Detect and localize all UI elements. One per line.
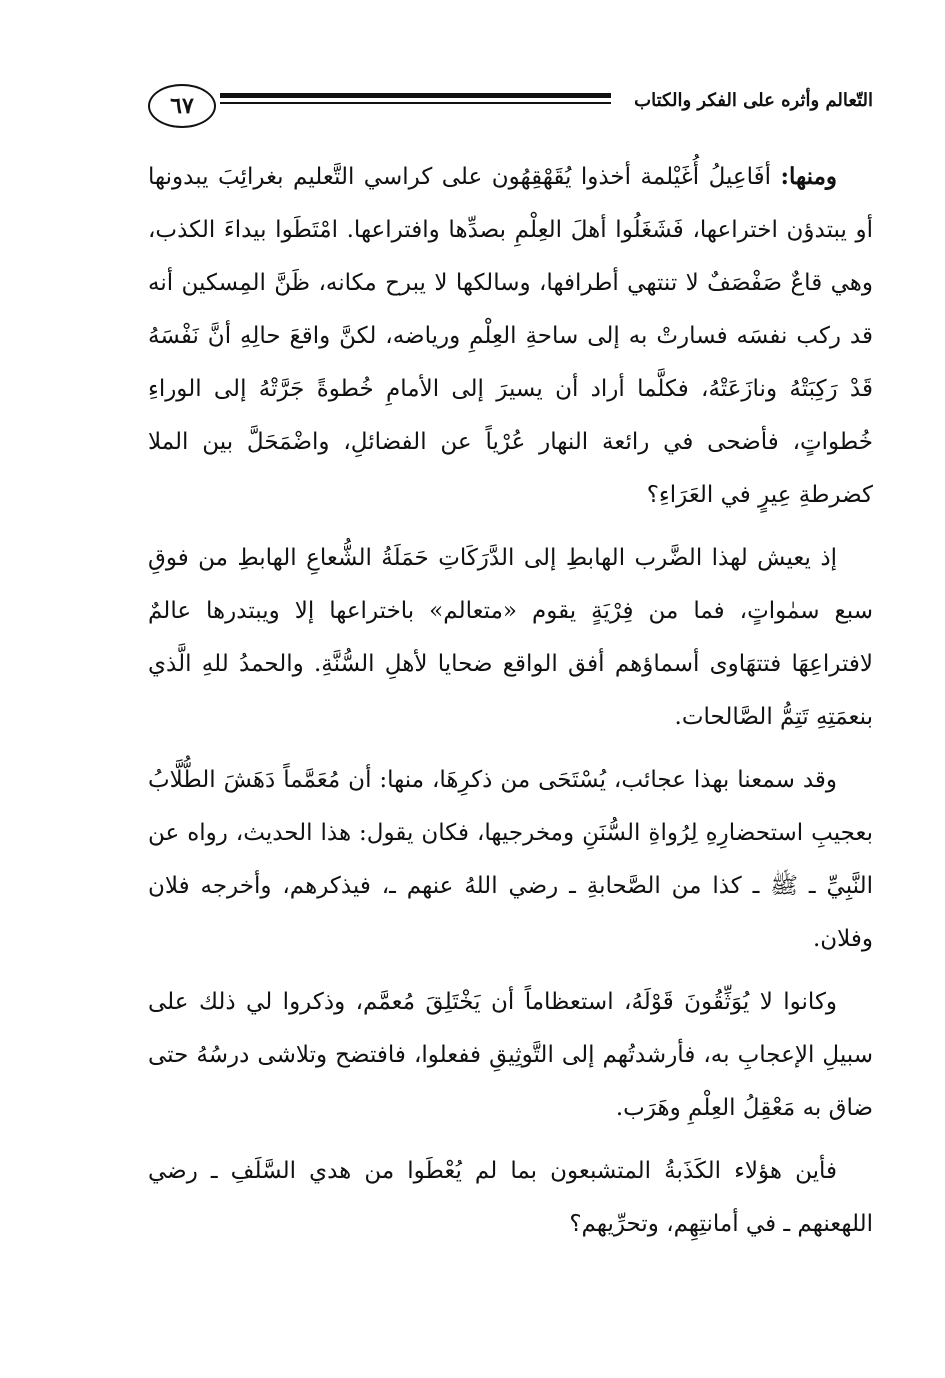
paragraph-text: فأين هؤلاء الكَذَبةُ المتشبعون بما لم يُعْطَوا من هدي السَّلَفِ ـ رضي اللهعنهم ـ في أمانتِهِم، وتحرِّيهم؟ xyxy=(148,1158,873,1237)
header-rule-thick xyxy=(220,93,611,98)
header-rule xyxy=(220,93,611,104)
header-rule-thin xyxy=(220,102,611,104)
paragraph xyxy=(148,532,873,744)
paragraph-lead-in: ومنها: xyxy=(780,163,838,190)
page-number-badge xyxy=(148,84,216,128)
paragraph-text: وكانوا لا يُوَثِّقُونَ قَوْلَهُ، استعظاماً أن يَخْتَلِقَ مُعمَّم، وذكروا لي ذلك على سبيلِ الإعجابِ به، فأرشدتُهم إلى التَّوثِيقِ ففعلوا، فافتضح وتلاشى درسُهُ حتى ضاق به مَعْقِلُ العِلْمِ وهَرَب. xyxy=(148,989,873,1121)
paragraph xyxy=(148,754,873,966)
running-header xyxy=(148,84,873,128)
page-number: ٦٧ xyxy=(170,93,194,119)
paragraph xyxy=(148,1145,873,1251)
paragraph-text: وقد سمعنا بهذا عجائب، يُسْتَحَى من ذكرِهَا، منها: أن مُعَمَّماً دَهَشَ الطُّلَّابُ بعجيبِ استحضارِهِ لِرُواةِ السُّنَنِ ومخرجيها، فكان يقول: هذا الحديث، رواه عن النَّبِيِّ ـ ﷺ ـ كذا من الصَّحابةِ ـ رضي اللهُ عنهم ـ، فيذكرهم، وأخرجه فلان وفلان. xyxy=(148,767,873,952)
paragraph-text: أفَاعِيلُ أُغَيْلمة أخذوا يُقَهْقِهُون على كراسي التَّعليم بغرائِبَ يبدونها أو يبتدؤن اختراعها، فَشَغَلُوا أهلَ العِلْمِ بصدِّها وافتراعها. امْتَطَوا بيداءَ الكذب، وهي قاعٌ صَفْصَفٌ لا تنتهي أطرافها، وسالكها لا يبرح مكانه، ظَنَّ المِسكين أنه قد ركب نفسَه فسارتْ به إلى ساحةِ العِلْمِ ورياضه، لكنَّ واقعَ حالِهِ أنَّ نَفْسَهُ قَدْ رَكِبَتْهُ ونازَعَتْهُ، فكلَّما أراد أن يسيرَ إلى الأمامِ خُطوةً جَرَّتْهُ إلى الوراءِ خُطواتٍ، فأضحى في رائعة النهار عُرْياً عن الفضائلِ، واضْمَحَلَّ بين الملا كضرطةِ عِيرٍ في العَرَاءِ؟ xyxy=(148,164,873,508)
running-title: التّعالم وأثره على الفكر والكتاب xyxy=(634,90,873,111)
paragraph xyxy=(148,976,873,1135)
paragraph xyxy=(148,150,873,522)
page-body xyxy=(148,150,873,1251)
paragraph-text: إذ يعيش لهذا الضَّرب الهابطِ إلى الدَّرَكَاتِ حَمَلَةُ الشُّعاعِ الهابطِ من فوقِ سبع سمٰواتٍ، فما من فِرْيَةٍ يقوم «متعالم» باختراعها إلا ويبتدرها عالمٌ لافتراعِهَا فتتهَاوى أسماؤهم أفق الواقع ضحايا لأهلِ السُّنَّةِ. والحمدُ للهِ الَّذي بنعمَتِهِ تَتِمُّ الصَّالحات. xyxy=(148,545,873,730)
